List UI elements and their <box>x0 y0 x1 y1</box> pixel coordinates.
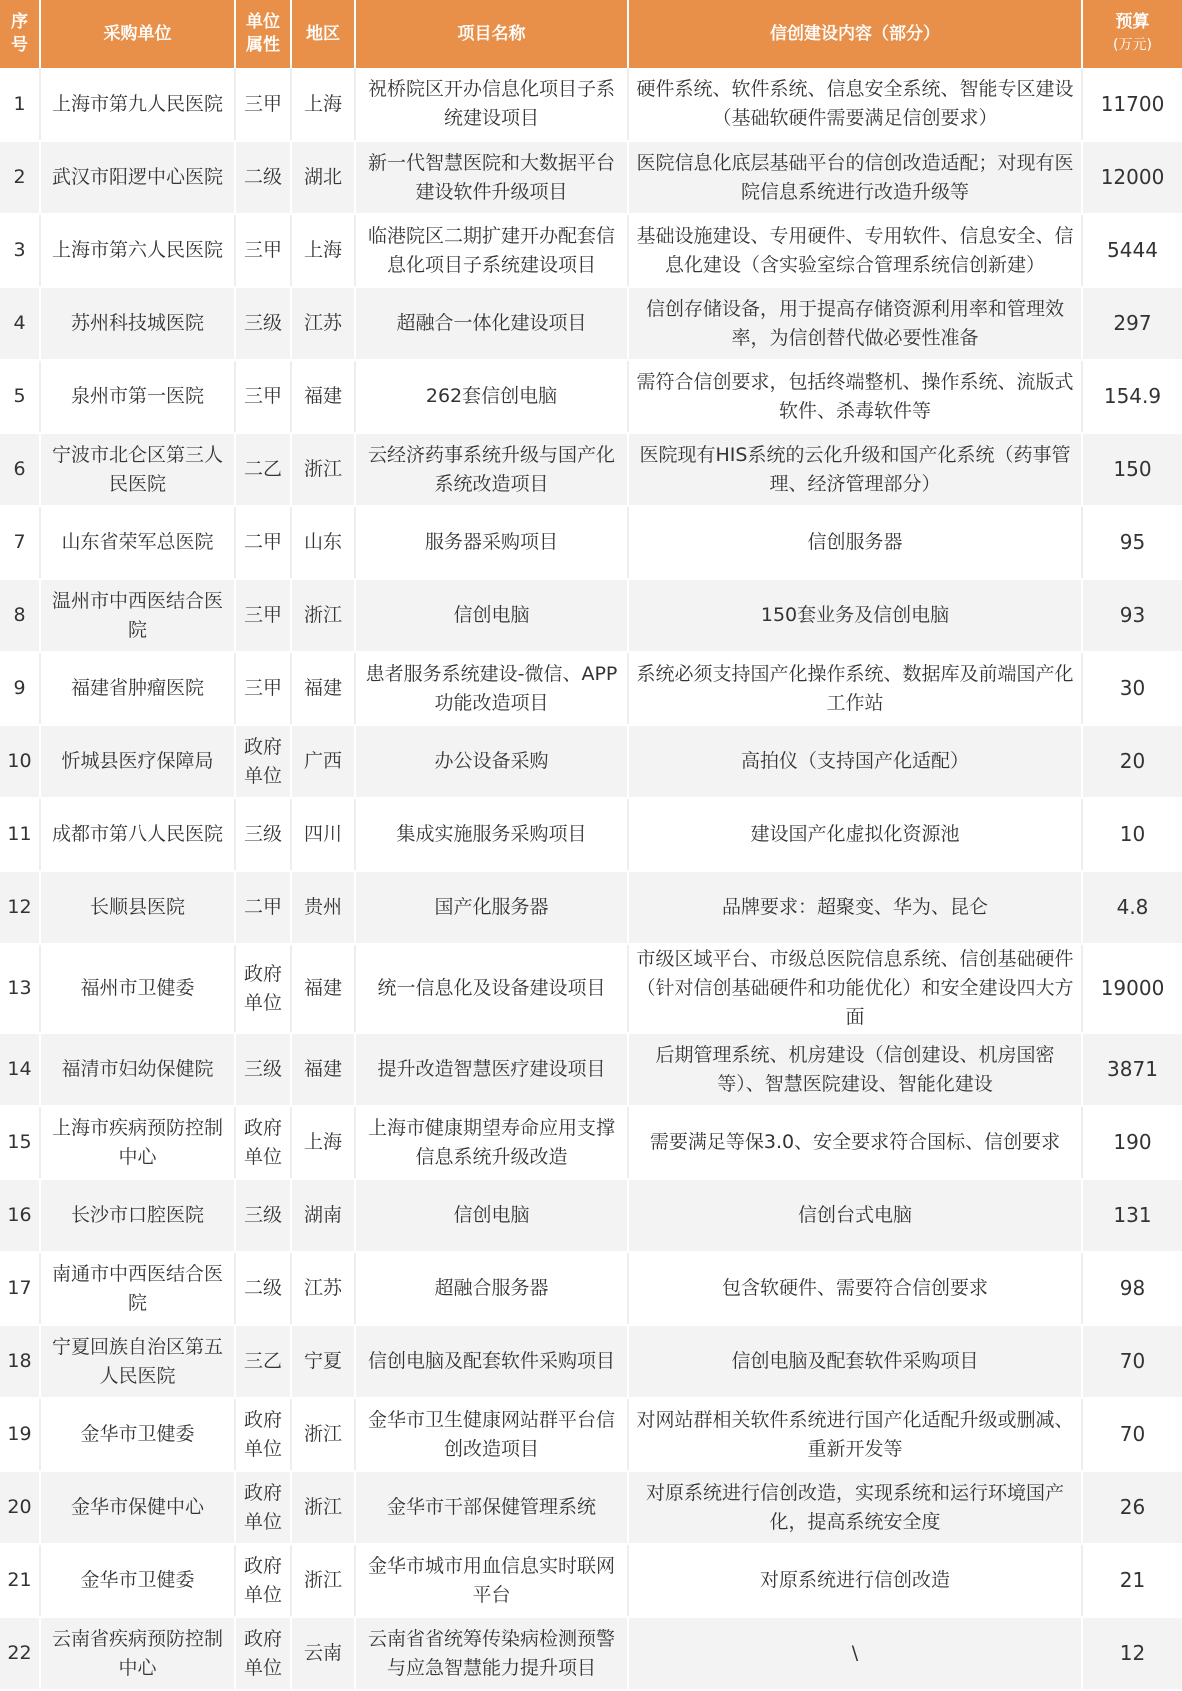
cell-budget: 297 <box>1082 287 1182 360</box>
cell-project: 上海市健康期望寿命应用支撑信息系统升级改造 <box>355 1106 628 1179</box>
cell-unit: 上海市疾病预防控制中心 <box>40 1106 235 1179</box>
table-row <box>0 798 1182 871</box>
cell-budget: 12000 <box>1082 141 1182 214</box>
cell-seq: 12 <box>0 871 40 944</box>
cell-unit: 长顺县医院 <box>40 871 235 944</box>
table-row <box>0 944 1182 1033</box>
cell-unit: 金华市卫健委 <box>40 1544 235 1617</box>
cell-budget: 150 <box>1082 433 1182 506</box>
table-row <box>0 1179 1182 1252</box>
cell-attr: 政府单位 <box>235 1617 291 1690</box>
cell-attr: 三级 <box>235 287 291 360</box>
cell-project: 患者服务系统建设-微信、APP功能改造项目 <box>355 652 628 725</box>
cell-attr: 政府单位 <box>235 944 291 1033</box>
cell-attr: 三级 <box>235 1179 291 1252</box>
cell-unit: 福建省肿瘤医院 <box>40 652 235 725</box>
cell-content: 市级区域平台、市级总医院信息系统、信创基础硬件（针对信创基础硬件和功能优化）和安全建设四大方面 <box>628 944 1082 1033</box>
cell-budget: 98 <box>1082 1252 1182 1325</box>
cell-project: 统一信息化及设备建设项目 <box>355 944 628 1033</box>
table-row <box>0 1033 1182 1106</box>
cell-region: 湖南 <box>291 1179 355 1252</box>
cell-project: 云经济药事系统升级与国产化系统改造项目 <box>355 433 628 506</box>
cell-seq: 2 <box>0 141 40 214</box>
cell-seq: 16 <box>0 1179 40 1252</box>
cell-budget: 93 <box>1082 579 1182 652</box>
cell-region: 江苏 <box>291 1252 355 1325</box>
cell-unit: 宁波市北仑区第三人民医院 <box>40 433 235 506</box>
cell-budget: 95 <box>1082 506 1182 579</box>
cell-seq: 7 <box>0 506 40 579</box>
cell-budget: 3871 <box>1082 1033 1182 1106</box>
cell-region: 四川 <box>291 798 355 871</box>
cell-region: 浙江 <box>291 433 355 506</box>
header-region: 地区 <box>291 0 355 68</box>
cell-project: 祝桥院区开办信息化项目子系统建设项目 <box>355 68 628 141</box>
cell-project: 信创电脑 <box>355 579 628 652</box>
cell-region: 福建 <box>291 652 355 725</box>
cell-project: 信创电脑及配套软件采购项目 <box>355 1325 628 1398</box>
cell-budget: 190 <box>1082 1106 1182 1179</box>
cell-content: 包含软硬件、需要符合信创要求 <box>628 1252 1082 1325</box>
cell-seq: 22 <box>0 1617 40 1690</box>
cell-budget: 26 <box>1082 1471 1182 1544</box>
table-row <box>0 1252 1182 1325</box>
cell-budget: 11700 <box>1082 68 1182 141</box>
cell-seq: 9 <box>0 652 40 725</box>
header-unit: 采购单位 <box>40 0 235 68</box>
cell-content: 信创存储设备，用于提高存储资源利用率和管理效率，为信创替代做必要性准备 <box>628 287 1082 360</box>
header-budget <box>1082 0 1182 68</box>
cell-budget: 70 <box>1082 1398 1182 1471</box>
header-attr-line1: 单位 <box>246 12 280 32</box>
header-seq: 序号 <box>0 0 40 68</box>
cell-content: 150套业务及信创电脑 <box>628 579 1082 652</box>
cell-budget: 30 <box>1082 652 1182 725</box>
cell-attr: 三甲 <box>235 360 291 433</box>
table-row <box>0 652 1182 725</box>
table-row <box>0 433 1182 506</box>
table-row <box>0 506 1182 579</box>
cell-unit: 武汉市阳逻中心医院 <box>40 141 235 214</box>
cell-content: 硬件系统、软件系统、信息安全系统、智能专区建设（基础软硬件需要满足信创要求） <box>628 68 1082 141</box>
cell-region: 福建 <box>291 360 355 433</box>
cell-content: 品牌要求：超聚变、华为、昆仑 <box>628 871 1082 944</box>
header-row <box>0 0 1182 68</box>
cell-region: 江苏 <box>291 287 355 360</box>
cell-seq: 17 <box>0 1252 40 1325</box>
cell-project: 超融合一体化建设项目 <box>355 287 628 360</box>
cell-region: 上海 <box>291 214 355 287</box>
cell-region: 福建 <box>291 1033 355 1106</box>
cell-budget: 20 <box>1082 725 1182 798</box>
cell-unit: 金华市保健中心 <box>40 1471 235 1544</box>
cell-region: 宁夏 <box>291 1325 355 1398</box>
cell-attr: 三甲 <box>235 579 291 652</box>
cell-unit: 成都市第八人民医院 <box>40 798 235 871</box>
table-row <box>0 1471 1182 1544</box>
cell-seq: 14 <box>0 1033 40 1106</box>
table-row <box>0 725 1182 798</box>
cell-unit: 苏州科技城医院 <box>40 287 235 360</box>
table-header <box>0 0 1182 68</box>
cell-project: 服务器采购项目 <box>355 506 628 579</box>
cell-attr: 政府单位 <box>235 1544 291 1617</box>
cell-project: 金华市城市用血信息实时联网平台 <box>355 1544 628 1617</box>
cell-project: 云南省省统筹传染病检测预警与应急智慧能力提升项目 <box>355 1617 628 1690</box>
cell-content: 建设国产化虚拟化资源池 <box>628 798 1082 871</box>
cell-unit: 上海市第六人民医院 <box>40 214 235 287</box>
cell-budget: 21 <box>1082 1544 1182 1617</box>
table-row <box>0 1544 1182 1617</box>
cell-content: \ <box>628 1617 1082 1690</box>
cell-region: 浙江 <box>291 1398 355 1471</box>
cell-seq: 3 <box>0 214 40 287</box>
cell-attr: 政府单位 <box>235 1106 291 1179</box>
table-row <box>0 1106 1182 1179</box>
table-row <box>0 1398 1182 1471</box>
cell-region: 湖北 <box>291 141 355 214</box>
cell-region: 浙江 <box>291 1471 355 1544</box>
cell-budget: 4.8 <box>1082 871 1182 944</box>
cell-seq: 18 <box>0 1325 40 1398</box>
cell-content: 基础设施建设、专用硬件、专用软件、信息安全、信息化建设（含实验室综合管理系统信创新建） <box>628 214 1082 287</box>
cell-region: 山东 <box>291 506 355 579</box>
cell-seq: 11 <box>0 798 40 871</box>
cell-unit: 山东省荣军总医院 <box>40 506 235 579</box>
table-row <box>0 141 1182 214</box>
cell-content: 信创台式电脑 <box>628 1179 1082 1252</box>
cell-content: 信创电脑及配套软件采购项目 <box>628 1325 1082 1398</box>
cell-attr: 三甲 <box>235 214 291 287</box>
cell-project: 信创电脑 <box>355 1179 628 1252</box>
cell-region: 上海 <box>291 68 355 141</box>
cell-budget: 154.9 <box>1082 360 1182 433</box>
cell-attr: 三甲 <box>235 652 291 725</box>
table-body <box>0 68 1182 1690</box>
cell-budget: 12 <box>1082 1617 1182 1690</box>
cell-content: 对原系统进行信创改造 <box>628 1544 1082 1617</box>
cell-content: 需符合信创要求，包括终端整机、操作系统、流版式软件、杀毒软件等 <box>628 360 1082 433</box>
cell-unit: 长沙市口腔医院 <box>40 1179 235 1252</box>
cell-region: 云南 <box>291 1617 355 1690</box>
cell-attr: 二乙 <box>235 433 291 506</box>
cell-content: 系统必须支持国产化操作系统、数据库及前端国产化工作站 <box>628 652 1082 725</box>
cell-unit: 宁夏回族自治区第五人民医院 <box>40 1325 235 1398</box>
header-attr <box>235 0 291 68</box>
cell-budget: 131 <box>1082 1179 1182 1252</box>
cell-content: 医院现有HIS系统的云化升级和国产化系统（药事管理、经济管理部分） <box>628 433 1082 506</box>
cell-unit: 云南省疾病预防控制中心 <box>40 1617 235 1690</box>
header-budget-line1: 预算 <box>1115 12 1150 32</box>
cell-content: 后期管理系统、机房建设（信创建设、机房国密等）、智慧医院建设、智能化建设 <box>628 1033 1082 1106</box>
cell-project: 提升改造智慧医疗建设项目 <box>355 1033 628 1106</box>
cell-attr: 三级 <box>235 798 291 871</box>
cell-budget: 5444 <box>1082 214 1182 287</box>
cell-seq: 5 <box>0 360 40 433</box>
table-row <box>0 579 1182 652</box>
cell-unit: 上海市第九人民医院 <box>40 68 235 141</box>
cell-seq: 19 <box>0 1398 40 1471</box>
table-row <box>0 360 1182 433</box>
cell-budget: 10 <box>1082 798 1182 871</box>
header-attr-line2: 属性 <box>246 35 280 55</box>
cell-content: 医院信息化底层基础平台的信创改造适配；对现有医院信息系统进行改造升级等 <box>628 141 1082 214</box>
cell-region: 广西 <box>291 725 355 798</box>
cell-project: 临港院区二期扩建开办配套信息化项目子系统建设项目 <box>355 214 628 287</box>
cell-content: 需要满足等保3.0、安全要求符合国标、信创要求 <box>628 1106 1082 1179</box>
cell-unit: 南通市中西医结合医院 <box>40 1252 235 1325</box>
cell-unit: 温州市中西医结合医院 <box>40 579 235 652</box>
table-row <box>0 287 1182 360</box>
cell-attr: 三级 <box>235 1033 291 1106</box>
cell-attr: 二甲 <box>235 871 291 944</box>
cell-region: 浙江 <box>291 579 355 652</box>
cell-unit: 金华市卫健委 <box>40 1398 235 1471</box>
cell-content: 对原系统进行信创改造，实现系统和运行环境国产化，提高系统安全度 <box>628 1471 1082 1544</box>
cell-project: 新一代智慧医院和大数据平台建设软件升级项目 <box>355 141 628 214</box>
cell-attr: 政府单位 <box>235 1398 291 1471</box>
cell-attr: 政府单位 <box>235 725 291 798</box>
cell-region: 福建 <box>291 944 355 1033</box>
cell-project: 国产化服务器 <box>355 871 628 944</box>
cell-seq: 21 <box>0 1544 40 1617</box>
table-row <box>0 871 1182 944</box>
cell-attr: 二级 <box>235 141 291 214</box>
cell-seq: 13 <box>0 944 40 1033</box>
cell-seq: 1 <box>0 68 40 141</box>
cell-project: 262套信创电脑 <box>355 360 628 433</box>
cell-seq: 20 <box>0 1471 40 1544</box>
cell-unit: 福州市卫健委 <box>40 944 235 1033</box>
cell-content: 信创服务器 <box>628 506 1082 579</box>
cell-region: 上海 <box>291 1106 355 1179</box>
header-content: 信创建设内容（部分） <box>628 0 1082 68</box>
cell-attr: 二级 <box>235 1252 291 1325</box>
cell-region: 贵州 <box>291 871 355 944</box>
header-budget-line2: (万元) <box>1113 37 1152 53</box>
cell-seq: 8 <box>0 579 40 652</box>
cell-unit: 福清市妇幼保健院 <box>40 1033 235 1106</box>
table-row <box>0 68 1182 141</box>
cell-attr: 三甲 <box>235 68 291 141</box>
cell-seq: 4 <box>0 287 40 360</box>
cell-region: 浙江 <box>291 1544 355 1617</box>
table-row <box>0 1617 1182 1690</box>
cell-unit: 忻城县医疗保障局 <box>40 725 235 798</box>
cell-seq: 6 <box>0 433 40 506</box>
cell-seq: 15 <box>0 1106 40 1179</box>
cell-project: 办公设备采购 <box>355 725 628 798</box>
cell-attr: 政府单位 <box>235 1471 291 1544</box>
cell-budget: 19000 <box>1082 944 1182 1033</box>
cell-content: 对网站群相关软件系统进行国产化适配升级或删减、重新开发等 <box>628 1398 1082 1471</box>
cell-project: 超融合服务器 <box>355 1252 628 1325</box>
cell-project: 集成实施服务采购项目 <box>355 798 628 871</box>
cell-project: 金华市干部保健管理系统 <box>355 1471 628 1544</box>
cell-attr: 二甲 <box>235 506 291 579</box>
cell-attr: 三乙 <box>235 1325 291 1398</box>
header-project: 项目名称 <box>355 0 628 68</box>
cell-content: 高拍仪（支持国产化适配） <box>628 725 1082 798</box>
table-row <box>0 214 1182 287</box>
cell-unit: 泉州市第一医院 <box>40 360 235 433</box>
cell-budget: 70 <box>1082 1325 1182 1398</box>
cell-project: 金华市卫生健康网站群平台信创改造项目 <box>355 1398 628 1471</box>
cell-seq: 10 <box>0 725 40 798</box>
table-row <box>0 1325 1182 1398</box>
